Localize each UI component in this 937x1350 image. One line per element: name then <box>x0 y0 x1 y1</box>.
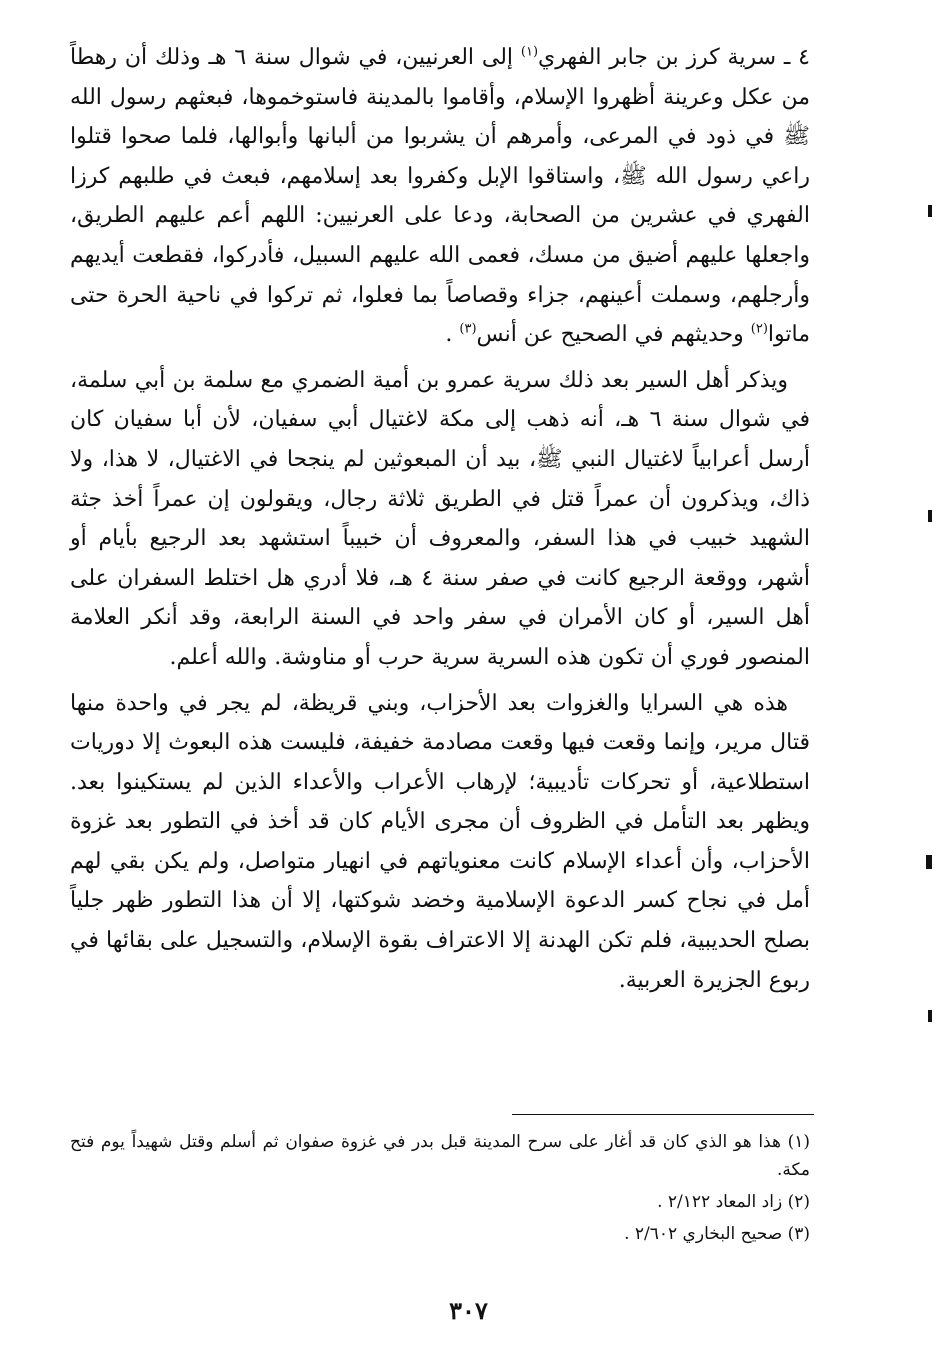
scan-mark-2 <box>928 510 932 522</box>
footnote-3: (٣) صحيح البخاري ٢/٦٠٢ . <box>624 1224 810 1244</box>
scan-mark-3 <box>926 855 932 869</box>
paragraph-1-part-b: إلى العرنيين، في شوال سنة ٦ هـ وذلك أن رهطاً من عكل وعرينة أظهروا الإسلام، وأقاموا بالمدينة فاستوخموها، فبعثهم رسول الله ﷺ في ذود في المرعى، وأمرهم أن يشربوا من ألبانها وأبوالها، فلما صحوا قتلوا راعي رسول الله ﷺ، واستاقوا الإبل وكفروا بعد إسلامهم، فبعث في طلبهم كرزا الفهري في عشرين من الصحابة، ودعا على العرنيين: اللهم أعم عليهم الطريق، واجعلها عليهم أضيق من مسك، فعمى الله عليهم السبيل، فأدركوا، فقطعت أيديهم وأرجلهم، وسملت أعينهم، جزاء وقصاصاً بما فعلوا، ثم تركوا في ناحية الحرة حتى ماتوا <box>70 45 810 348</box>
page-number: ٣٠٧ <box>449 1296 488 1325</box>
scan-mark-1 <box>928 205 932 217</box>
paragraph-3: هذه هي السرايا والغزوات بعد الأحزاب، وبني قريظة، لم يجر في واحدة منها قتال مرير، وإنما وقعت فيها وقعت مصادمة خفيفة، فليست هذه البعوث إلا دوريات استطلاعية، أو تحركات تأديبية؛ لإرهاب الأعراب والأعداء الذين لم يستكينوا بعد. ويظهر بعد التأمل في الظروف أن مجرى الأيام كان قد أخذ في التطور بعد غزوة الأحزاب، وأن أعداء الإسلام كانت معنوياتهم في انهيار متواصل، ولم يكن بقي لهم أمل في نجاح كسر الدعوة الإسلامية وخضد شوكتها، إلا أن هذا التطور ظهر جلياً بصلح الحديبية، فلم تكن الهدنة إلا الاعتراف بقوة الإسلام، والتسجيل على بقائها في ربوع الجزيرة العربية. <box>70 690 810 993</box>
main-text <box>70 38 810 1000</box>
paragraph-1-part-c: وحديثهم في الصحيح عن أنس <box>476 322 751 348</box>
scan-mark-4 <box>928 1010 932 1022</box>
footnote-1: (١) هذا هو الذي كان قد أغار على سرح المدينة قبل بدر في غزوة صفوان ثم أسلم وقتل شهيداً يوم فتح مكة. <box>70 1132 810 1180</box>
footnote-separator <box>512 1114 814 1115</box>
paragraph-2: ويذكر أهل السير بعد ذلك سرية عمرو بن أمية الضمري مع سلمة بن أبي سلمة، في شوال سنة ٦ هـ، أنه ذهب إلى مكة لاغتيال أبي سفيان، لأن أبا سفيان كان أرسل أعرابياً لاغتيال النبي ﷺ، بيد أن المبعوثين لم ينجحا في الاغتيال، لا هذا، ولا ذاك، ويذكرون أن عمراً قتل في الطريق ثلاثة رجال، ويقولون إن عمراً أخذ جثة الشهيد خبيب في هذا السفر، والمعروف أن خبيباً استشهد بعد الرجيع بأيام أو أشهر، ووقعة الرجيع كانت في صفر سنة ٤ هـ، فلا أدري هل اختلط السفران على أهل السير، أو كان الأمران في سفر واحد في السنة الرابعة، وقد أنكر العلامة المنصور فوري أن تكون هذه السرية سرية حرب أو مناوشة. والله أعلم. <box>70 367 810 670</box>
footnotes <box>70 1128 810 1252</box>
paragraph-1-part-a: ٤ ـ سرية كرز بن جابر الفهري <box>538 45 810 70</box>
footnote-ref-3: (٣) <box>459 321 477 337</box>
footnote-2: (٢) زاد المعاد ٢/١٢٢ . <box>657 1192 810 1212</box>
paragraph-1-part-d: . <box>445 322 460 348</box>
footnote-ref-1: (١) <box>520 44 539 60</box>
paragraph-1 <box>70 38 810 355</box>
footnote-ref-2: (٢) <box>750 321 768 337</box>
